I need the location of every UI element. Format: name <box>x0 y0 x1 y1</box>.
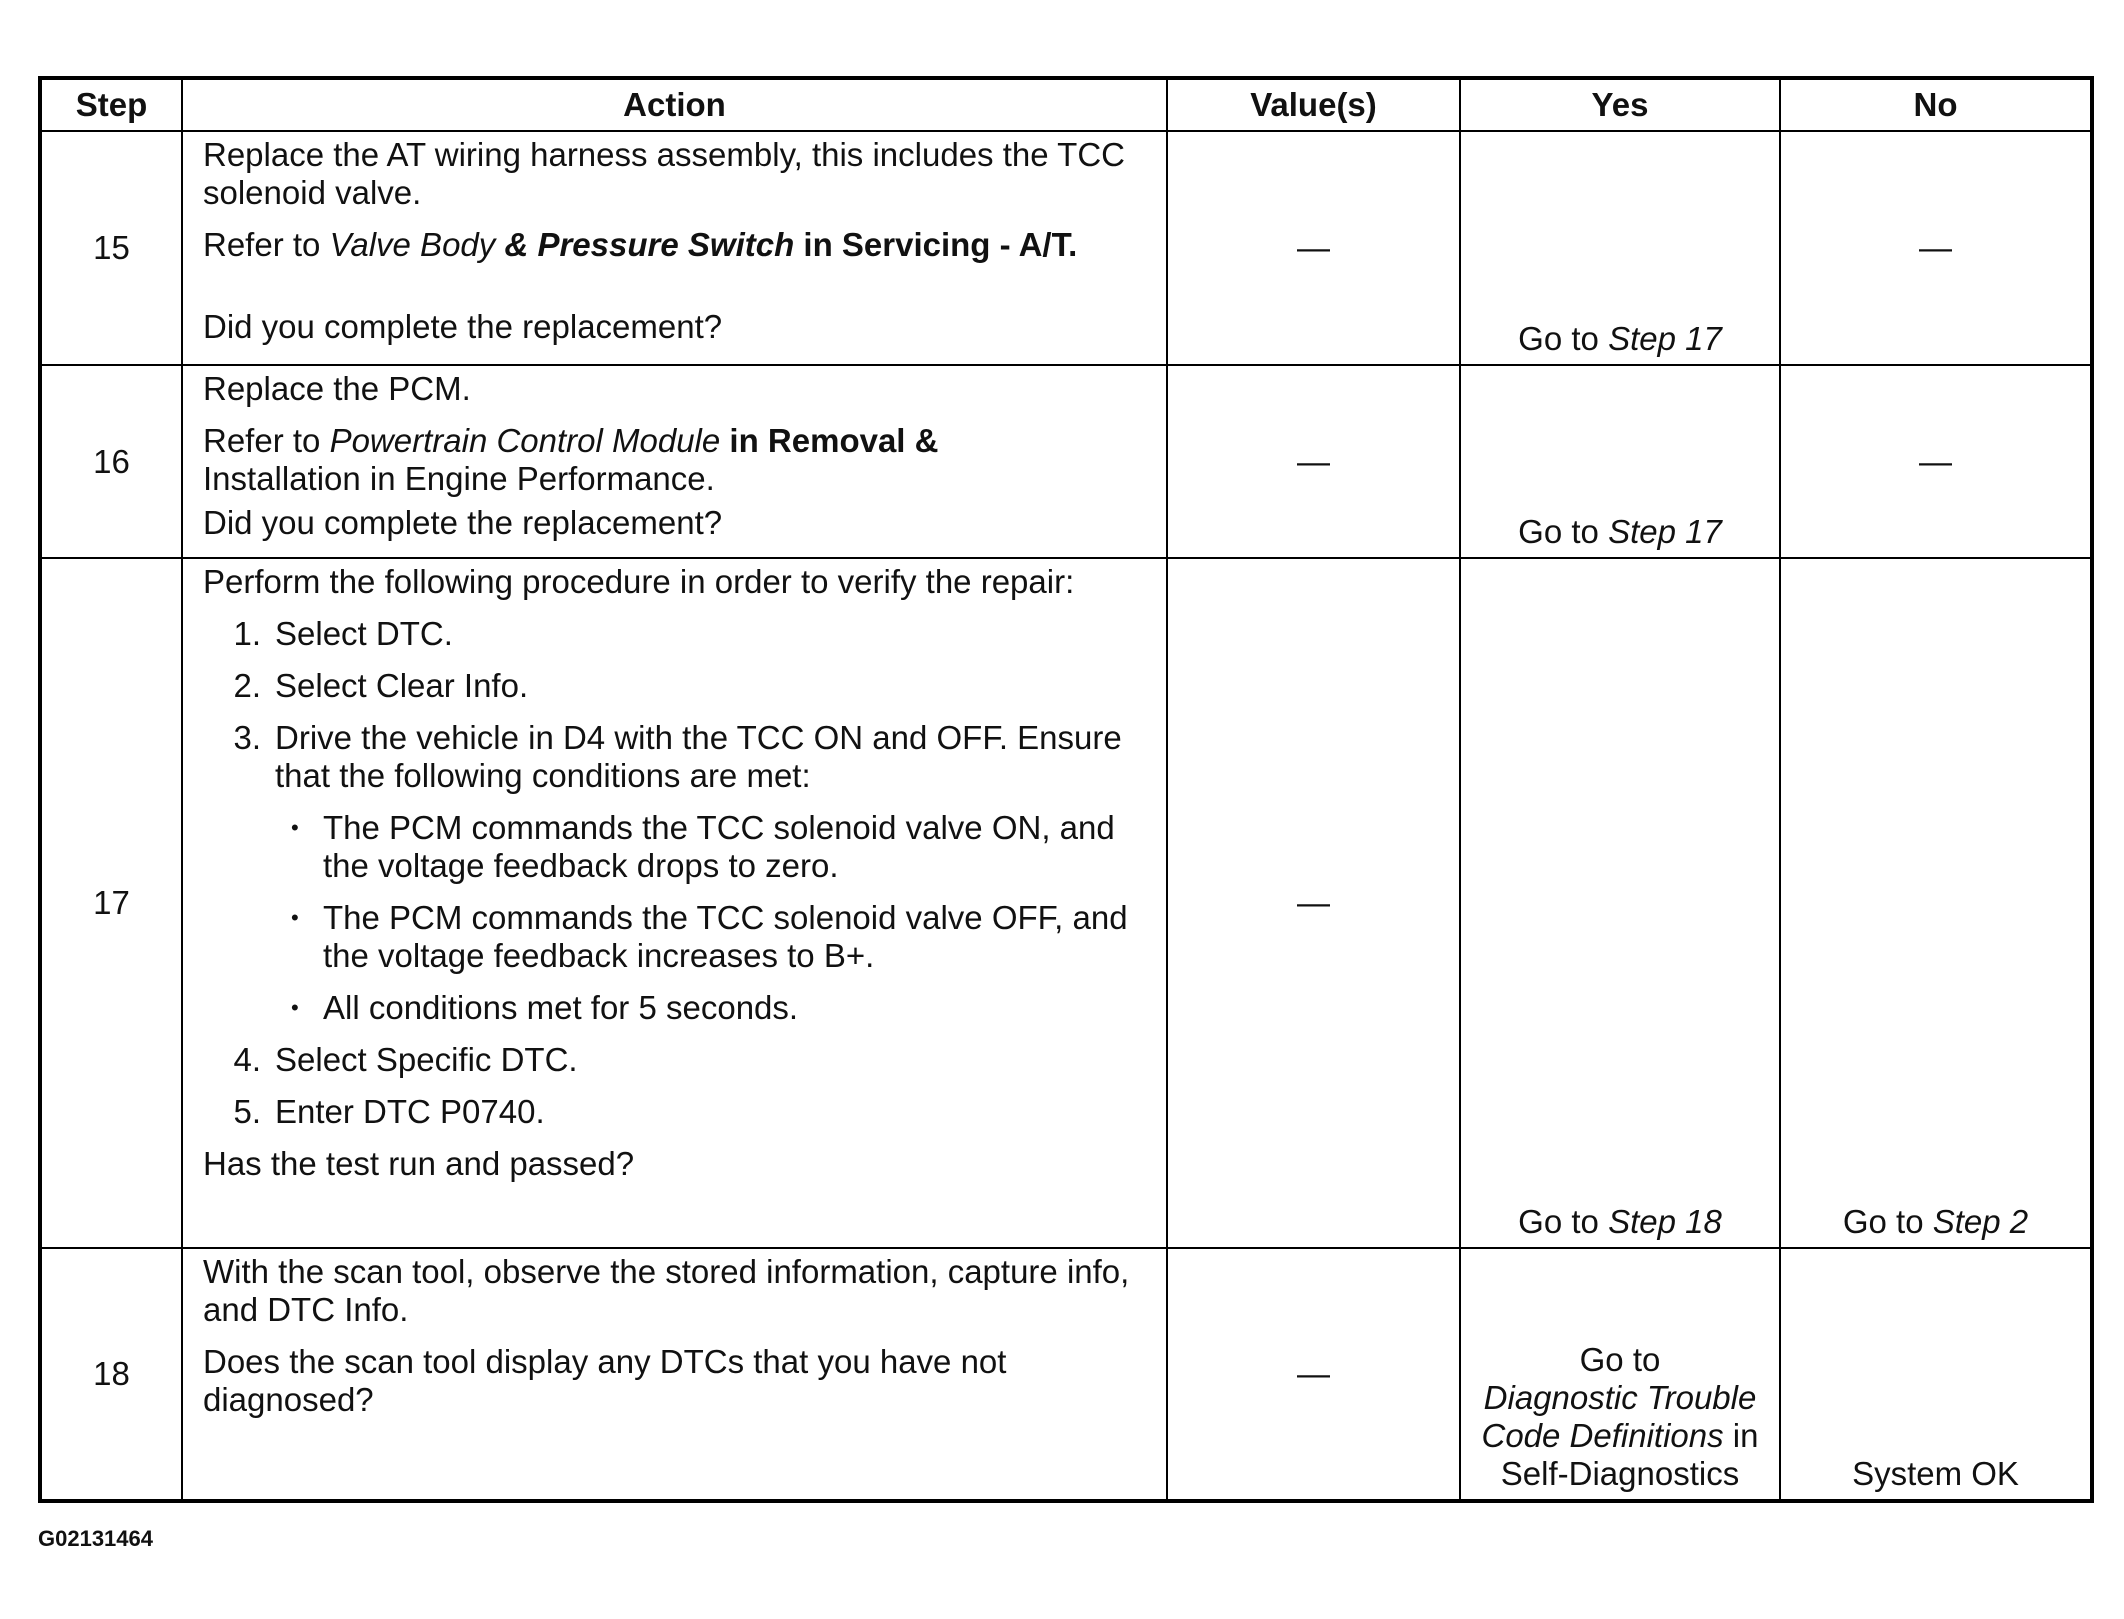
table-row-step-18 <box>40 1248 2092 1501</box>
bullet-item <box>203 809 1152 885</box>
ref-suffix: Installation in Engine Performance. <box>203 460 715 497</box>
ref-italic: Powertrain Control Module <box>329 422 721 459</box>
yes-step-link[interactable]: Step 17 <box>1608 320 1722 357</box>
value-cell: — <box>1167 1248 1460 1501</box>
bullet-icon: • <box>291 905 299 930</box>
list-item <box>203 615 1152 653</box>
action-cell <box>182 131 1167 365</box>
bullet-text: All conditions met for 5 seconds. <box>323 989 799 1026</box>
bullet-item <box>203 989 1152 1027</box>
list-text: Select Specific DTC. <box>275 1041 578 1078</box>
yes-reference-link[interactable]: Diagnostic Trouble Code Definitions <box>1481 1379 1757 1454</box>
ref-prefix: Refer to <box>203 226 330 263</box>
reference-text <box>203 422 1152 498</box>
step-number: 15 <box>40 131 182 365</box>
list-number: 3. <box>233 719 261 756</box>
list-number: 5. <box>233 1093 261 1130</box>
list-text: Enter DTC P0740. <box>275 1093 545 1130</box>
table-row-step-16 <box>40 365 2092 558</box>
header-yes: Yes <box>1460 78 1780 131</box>
yes-section: Self-Diagnostics <box>1500 1455 1740 1492</box>
list-text: Select Clear Info. <box>275 667 529 704</box>
value-cell: — <box>1167 558 1460 1248</box>
ref-suffix: in Servicing - A/T. <box>794 226 1078 263</box>
header-no: No <box>1780 78 2092 131</box>
question-text: Has the test run and passed? <box>203 1145 635 1182</box>
list-item <box>203 1041 1152 1079</box>
list-number: 4. <box>233 1041 261 1078</box>
list-item <box>203 667 1152 705</box>
bullet-icon: • <box>291 995 299 1020</box>
bullet-item <box>203 899 1152 975</box>
table-row-step-15 <box>40 131 2092 365</box>
bullet-text: The PCM commands the TCC solenoid valve OFF, and the voltage feedback increases to B+. <box>323 899 1128 974</box>
ref-bold: in Removal & <box>720 422 939 459</box>
header-step: Step <box>40 78 182 131</box>
list-text: Select DTC. <box>275 615 453 652</box>
diagnostic-table <box>38 76 2094 1503</box>
list-item <box>203 719 1152 795</box>
question-text: Does the scan tool display any DTCs that you have not diagnosed? <box>203 1343 1007 1418</box>
header-action: Action <box>182 78 1167 131</box>
step-number: 16 <box>40 365 182 558</box>
list-number: 2. <box>233 667 261 704</box>
step-number: 17 <box>40 558 182 1248</box>
action-cell <box>182 1248 1167 1501</box>
yes-prefix: Go to <box>1579 1341 1661 1378</box>
no-cell: System OK <box>1780 1248 2092 1501</box>
figure-code: G02131464 <box>38 1526 153 1551</box>
no-prefix: Go to <box>1842 1203 1933 1240</box>
yes-cell <box>1460 365 1780 558</box>
header-row <box>40 78 2092 131</box>
value-cell: — <box>1167 131 1460 365</box>
no-cell <box>1780 558 2092 1248</box>
action-cell <box>182 558 1167 1248</box>
ref-bold-italic: & Pressure Switch <box>495 226 795 263</box>
no-cell: — <box>1780 365 2092 558</box>
ref-italic: Valve Body <box>329 226 496 263</box>
question-text: Did you complete the replacement? <box>203 308 723 345</box>
ref-prefix: Refer to <box>203 422 330 459</box>
yes-prefix: Go to <box>1518 513 1609 550</box>
no-step-link[interactable]: Step 2 <box>1932 1203 2029 1240</box>
yes-prefix: Go to <box>1518 1203 1609 1240</box>
action-cell <box>182 365 1167 558</box>
yes-cell <box>1460 131 1780 365</box>
action-text: Replace the PCM. <box>203 370 471 407</box>
list-item <box>203 1093 1152 1131</box>
table-row-step-17 <box>40 558 2092 1248</box>
action-text: With the scan tool, observe the stored information, capture info, and DTC Info. <box>203 1253 1130 1328</box>
bullet-text: The PCM commands the TCC solenoid valve ON, and the voltage feedback drops to zero. <box>323 809 1115 884</box>
value-cell: — <box>1167 365 1460 558</box>
question-text: Did you complete the replacement? <box>203 504 723 541</box>
list-number: 1. <box>233 615 261 652</box>
header-values: Value(s) <box>1167 78 1460 131</box>
yes-in: in <box>1723 1417 1759 1454</box>
list-text: Drive the vehicle in D4 with the TCC ON and OFF. Ensure that the following conditions are met: <box>275 719 1122 794</box>
yes-step-link[interactable]: Step 18 <box>1608 1203 1722 1240</box>
bullet-icon: • <box>291 815 299 840</box>
reference-text <box>203 226 1152 264</box>
yes-step-link[interactable]: Step 17 <box>1608 513 1722 550</box>
yes-cell <box>1460 558 1780 1248</box>
yes-prefix: Go to <box>1518 320 1609 357</box>
step-number: 18 <box>40 1248 182 1501</box>
no-cell: — <box>1780 131 2092 365</box>
action-text: Replace the AT wiring harness assembly, this includes the TCC solenoid valve. <box>203 136 1125 211</box>
yes-cell <box>1460 1248 1780 1501</box>
procedure-intro: Perform the following procedure in order to verify the repair: <box>203 563 1075 600</box>
